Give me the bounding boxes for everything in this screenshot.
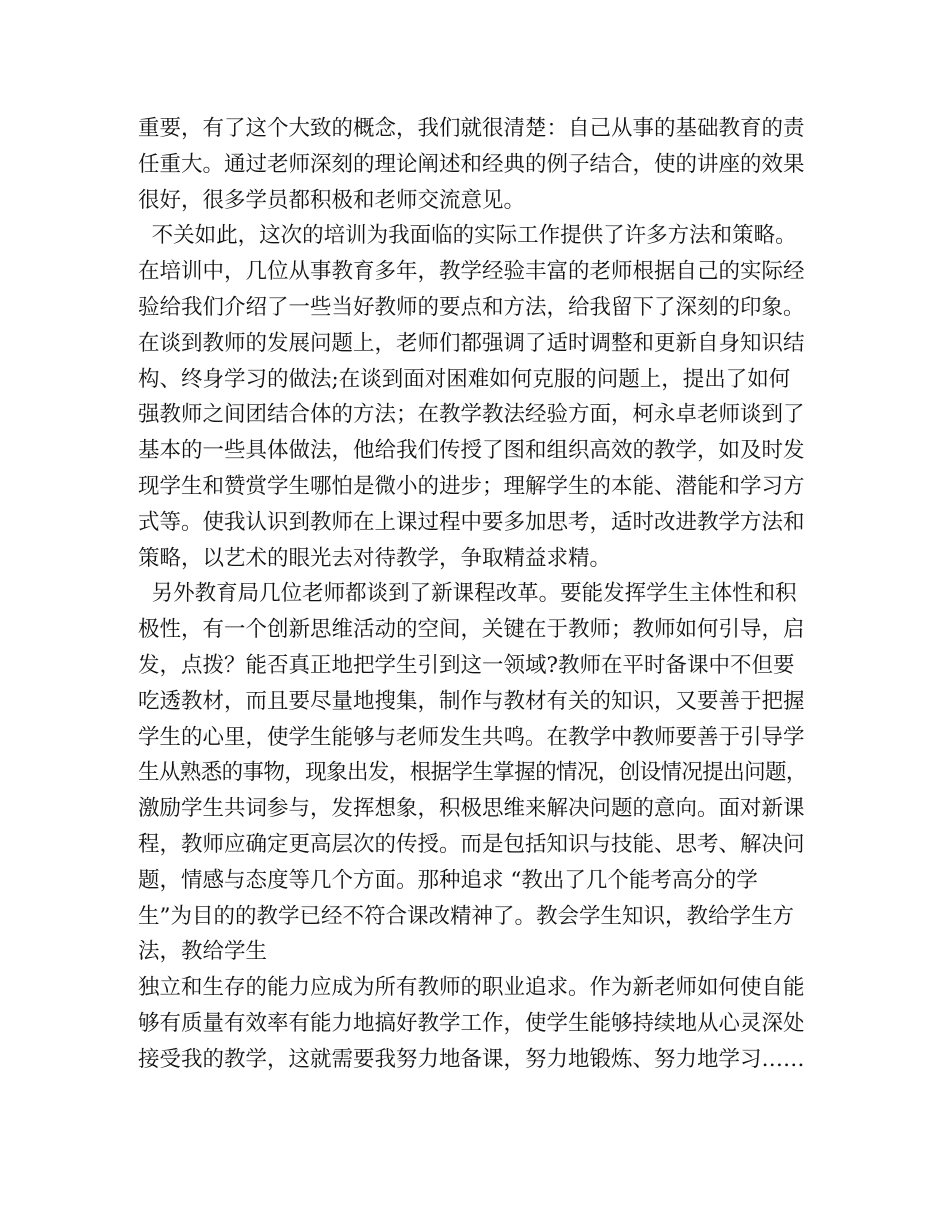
text-line: 构、终身学习的做法;在谈到面对困难如何克服的问题上，提出了如何	[138, 366, 791, 392]
text-line: 极性，有一个创新思维活动的空间，关键在于教师；教师如何引导，启	[138, 617, 805, 643]
document-body	[138, 111, 828, 1078]
text-line: 激励学生共词参与，发挥想象，积极思维来解决问题的意向。面对新课	[138, 796, 805, 822]
text-line: 任重大。通过老师深刻的理论阐述和经典的例子结合，使的讲座的效果	[138, 151, 805, 177]
paragraph-start-line: 另外教育局几位老师都谈到了新课程改革。要能发挥学生主体性和积	[138, 581, 797, 607]
text-line: 验给我们介绍了一些当好教师的要点和方法，给我留下了深刻的印象。	[138, 294, 805, 320]
text-line: 策略，以艺术的眼光去对待教学，争取精益求精。	[138, 545, 612, 571]
text-line: 现学生和赞赏学生哪怕是微小的进步；理解学生的本能、潜能和学习方	[138, 473, 805, 499]
text-line: 吃透教材，而且要尽量地搜集，制作与教材有关的知识，又要善于把握	[138, 688, 805, 714]
text-line: 重要，有了这个大致的概念，我们就很清楚：自己从事的基础教育的责	[138, 116, 805, 141]
text-line: 接受我的教学，这就需要我努力地备课，努力地锻炼、努力地学习……	[138, 1046, 805, 1072]
text-line: 够有质量有效率有能力地搞好教学工作，使学生能够持续地从心灵深处	[138, 1010, 805, 1036]
text-line: 程，教师应确定更高层次的传授。而是包括知识与技能、思考、解决问	[138, 831, 805, 857]
text-line: 生”为目的的教学已经不符合课改精神了。教会学生知识，教给学生方	[138, 903, 794, 929]
text-line: 式等。使我认识到教师在上课过程中要多加思考，适时改进教学方法和	[138, 509, 805, 535]
paragraph-start-line: 不关如此，这次的培训为我面临的实际工作提供了许多方法和策略。	[138, 223, 797, 249]
text-line: 生从熟悉的事物，现象出发，根据学生掌握的情况，创设情况提出问题，	[138, 760, 807, 786]
text-line: 法，教给学生	[138, 939, 268, 965]
text-line: 在谈到教师的发展问题上，老师们都强调了适时调整和更新自身知识结	[138, 330, 805, 356]
text-line: 很好，很多学员都积极和老师交流意见。	[138, 187, 526, 213]
text-line: 发，点拨？能否真正地把学生引到这一领域?教师在平时备课中不但要	[138, 652, 795, 678]
text-line: 独立和生存的能力应成为所有教师的职业追求。作为新老师如何使自能	[138, 975, 805, 1001]
text-line: 学生的心里，使学生能够与老师发生共鸣。在教学中教师要善于引导学	[138, 724, 805, 750]
text-line: 基本的一些具体做法，他给我们传授了图和组织高效的教学，如及时发	[138, 438, 805, 464]
text-line: 在培训中，几位从事教育多年，教学经验丰富的老师根据自己的实际经	[138, 259, 805, 285]
text-line: 强教师之间团结合体的方法；在教学教法经验方面，柯永卓老师谈到了	[138, 402, 805, 428]
text-line: 题，情感与态度等几个方面。那种追求 “教出了几个能考高分的学	[138, 867, 758, 893]
